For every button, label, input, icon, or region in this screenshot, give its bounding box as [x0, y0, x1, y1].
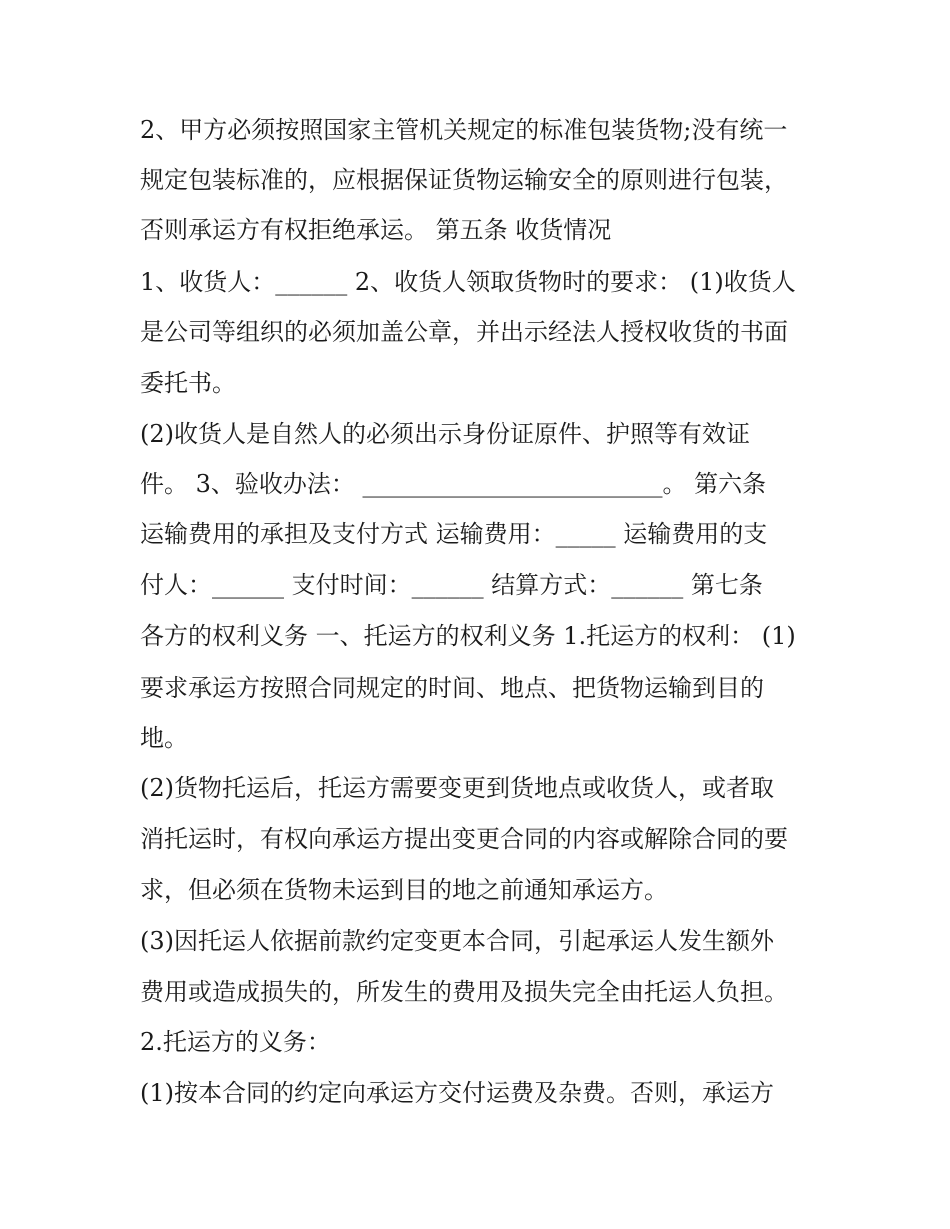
text-line: 各方的权利义务 一、托运方的权利义务 1.托运方的权利： (1): [140, 622, 796, 650]
text-line: 消托运时，有权向承运方提出变更合同的内容或解除合同的要: [140, 825, 788, 853]
text-line: 否则承运方有权拒绝承运。 第五条 收货情况: [140, 216, 612, 244]
text-line: 付人：______ 支付时间：______ 结算方式：______ 第七条: [140, 571, 763, 599]
text-line: 要求承运方按照合同规定的时间、地点、把货物运输到目的: [140, 674, 764, 702]
text-line: (3)因托运人依据前款约定变更本合同，引起承运人发生额外: [140, 927, 774, 955]
text-line: (1)按本合同的约定向承运方交付运费及杂费。否则，承运方: [140, 1079, 774, 1107]
text-line: 件。 3、验收办法： _________________________。 第六条: [140, 470, 767, 498]
text-line: 求，但必须在货物未运到目的地之前通知承运方。: [140, 876, 668, 904]
text-line: 运输费用的承担及支付方式 运输费用：_____ 运输费用的支: [140, 520, 768, 548]
text-line: (2)货物托运后，托运方需要变更到货地点或收货人，或者取: [140, 774, 774, 802]
text-line: 地。: [140, 724, 188, 752]
text-line: 费用或造成损失的，所发生的费用及损失完全由托运人负担。: [140, 978, 788, 1006]
text-line: 是公司等组织的必须加盖公章，并出示经法人授权收货的书面: [140, 318, 788, 346]
text-line: (2)收货人是自然人的必须出示身份证原件、护照等有效证: [140, 420, 750, 448]
text-line: 2、甲方必须按照国家主管机关规定的标准包装货物;没有统一: [140, 116, 788, 144]
text-line: 规定包装标准的，应根据保证货物运输安全的原则进行包装，: [140, 166, 788, 194]
text-line: 委托书。: [140, 369, 236, 397]
text-line: 2.托运方的义务：: [140, 1028, 331, 1056]
text-line: 1、收货人：______ 2、收货人领取货物时的要求： (1)收货人: [140, 268, 796, 296]
